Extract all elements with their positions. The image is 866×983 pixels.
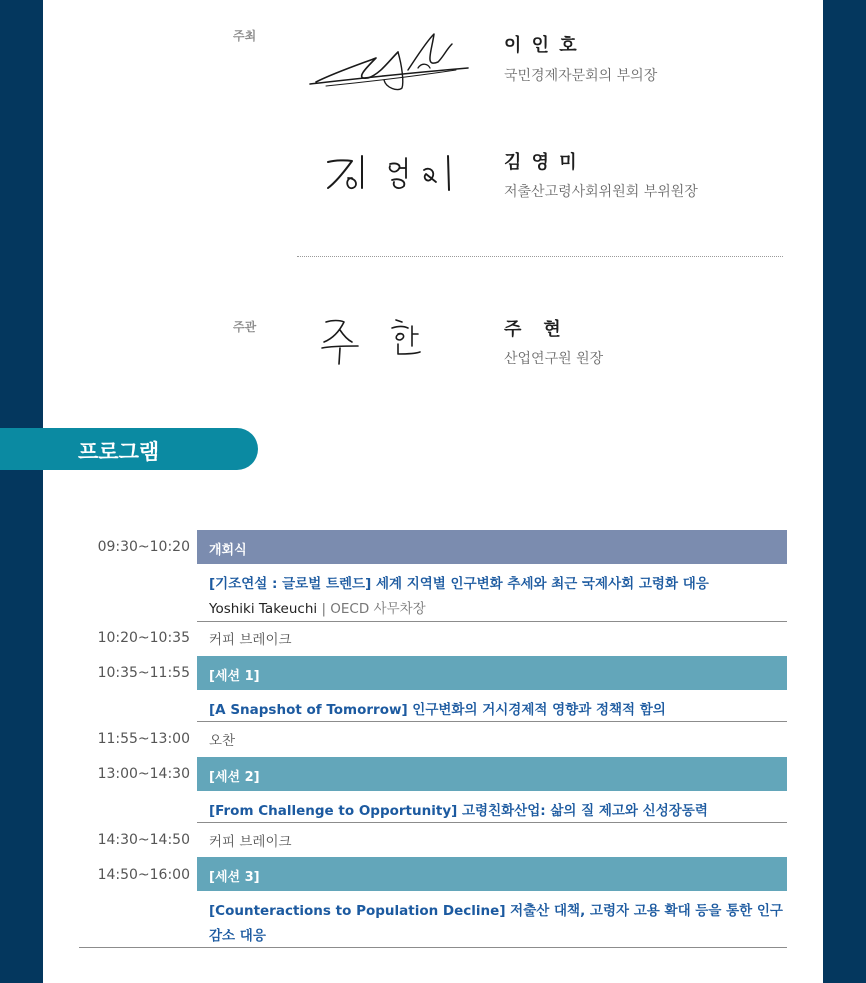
session-1-topic: [A Snapshot of Tomorrow] 인구변화의 거시경제적 영향과 정책적 함의	[209, 702, 666, 718]
opening-bar	[197, 530, 787, 564]
manager-title: 산업연구원 원장	[504, 351, 604, 367]
manager-name: 주 현	[504, 319, 563, 340]
session-2-bar	[197, 757, 787, 791]
session-2-topic: [From Challenge to Opportunity] 고령친화산업: 삶의 질 제고와 신성장동력	[209, 803, 708, 819]
speaker-affiliation: | OECD 사무차장	[321, 601, 426, 617]
opening-header: 개회식	[209, 543, 247, 558]
session-3-header: [세션 3]	[209, 870, 260, 885]
host-1-title: 국민경제자문회의 부의장	[504, 68, 658, 84]
host-2-name: 김 영 미	[504, 152, 579, 173]
session-1-header: [세션 1]	[209, 669, 260, 684]
host-1-name: 이 인 호	[504, 35, 579, 56]
row-divider	[197, 721, 787, 722]
organizer-divider	[297, 256, 783, 257]
speaker-name: Yoshiki Takeuchi	[209, 601, 318, 617]
row-divider	[197, 822, 787, 823]
coffee-break-2: 커피 브레이크	[209, 834, 292, 850]
time-coffee-1: 10:20~10:35	[97, 630, 190, 646]
keynote-topic: [기조연설 : 글로벌 트렌드] 세계 지역별 인구변화 추세와 최근 국제사회 고령화 대응	[209, 576, 709, 592]
signature-kim	[322, 148, 472, 198]
host-2-title: 저출산고령사회위원회 부위원장	[504, 184, 698, 200]
left-border	[0, 0, 43, 983]
lunch: 오찬	[209, 733, 236, 749]
coffee-break-1: 커피 브레이크	[209, 632, 292, 648]
row-divider	[197, 621, 787, 622]
session-3-bar	[197, 857, 787, 891]
session-1-bar	[197, 656, 787, 690]
time-lunch: 11:55~13:00	[97, 731, 190, 747]
right-border	[823, 0, 866, 983]
session-2-header: [세션 2]	[209, 770, 260, 785]
program-bottom-rule	[79, 947, 787, 948]
signature-joo	[318, 312, 428, 372]
time-coffee-2: 14:30~14:50	[97, 832, 190, 848]
host-label: 주최	[233, 29, 257, 43]
time-session-3: 14:50~16:00	[97, 867, 190, 883]
time-session-1: 10:35~11:55	[97, 665, 190, 681]
manager-label: 주관	[233, 320, 257, 334]
keynote-speaker	[209, 597, 426, 617]
program-heading-tab	[0, 428, 258, 470]
session-3-topic-line1: [Counteractions to Population Decline] 저출산 대책, 고령자 고용 확대 등을 통한 인구	[209, 903, 783, 919]
session-3-topic-line2: 감소 대응	[209, 928, 266, 944]
program-heading: 프로그램	[78, 440, 160, 464]
time-opening: 09:30~10:20	[97, 539, 190, 555]
time-session-2: 13:00~14:30	[97, 766, 190, 782]
signature-lee	[306, 22, 476, 94]
